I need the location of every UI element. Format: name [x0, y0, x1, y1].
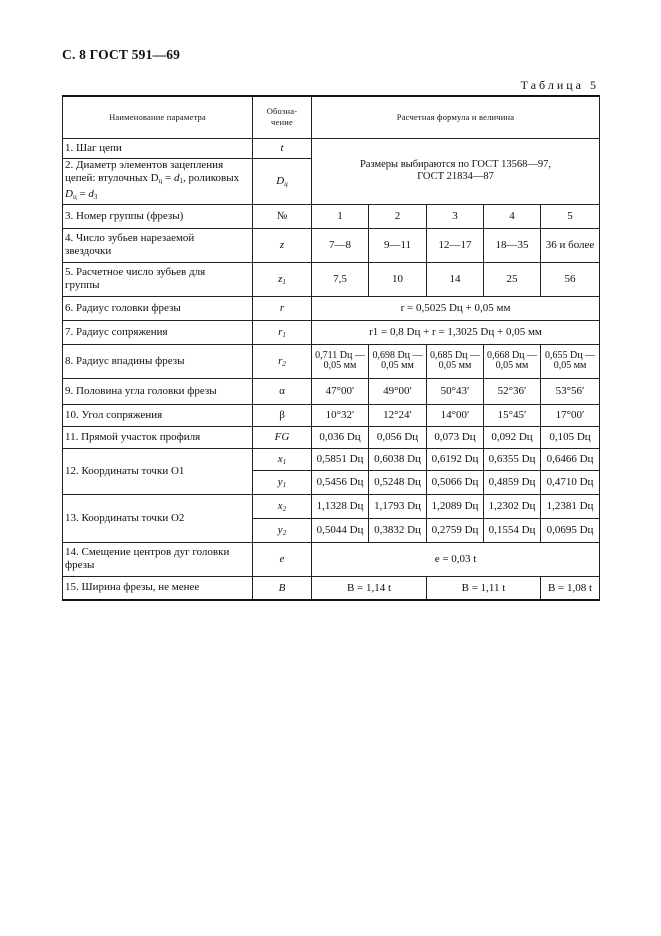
- row-5-value: 10: [369, 262, 427, 296]
- row-9-value: 50°43′: [427, 378, 484, 404]
- row-3-name: 3. Номер группы (фрезы): [63, 204, 253, 228]
- row-12-x-value: 0,6466 Dц: [541, 448, 600, 470]
- row-5-name-line2: группы: [65, 279, 100, 291]
- row-15-value: B = 1,08 t: [541, 576, 600, 600]
- table-row: [63, 138, 600, 158]
- row-2-name: 2. Диаметр элементов зацепления цепей: втулочных $D_ц = d_1$, роликовых $D_ц = d_3$: [63, 158, 253, 204]
- row-12-name: 12. Координаты точки O1: [63, 448, 253, 494]
- row-11-value: 0,105 Dц: [541, 426, 600, 448]
- row-3-value: 5: [541, 204, 600, 228]
- table-row: [63, 378, 600, 404]
- row-6-symbol: r: [253, 296, 312, 320]
- row-4-value: 7—8: [312, 228, 369, 262]
- row-14-name: [63, 542, 253, 576]
- row-14-formula: e = 0,03 t: [312, 542, 600, 576]
- row-13-x-symbol: $x_2$: [253, 494, 312, 518]
- row-5-name: [63, 262, 253, 296]
- row-10-value: 12°24′: [369, 404, 427, 426]
- row-12-y-value: 0,5248 Dц: [369, 470, 427, 494]
- row-9-value: 49°00′: [369, 378, 427, 404]
- row-3-value: 4: [484, 204, 541, 228]
- row-4-value: 36 и более: [541, 228, 600, 262]
- row-12-x-value: 0,6038 Dц: [369, 448, 427, 470]
- row-4-name-line2: звездочки: [65, 245, 112, 257]
- merged-note-line2: ГОСТ 21834—87: [417, 171, 494, 182]
- table-row: [63, 228, 600, 262]
- row-15-name: 15. Ширина фрезы, не менее: [63, 576, 253, 600]
- row-4-symbol: z: [253, 228, 312, 262]
- row-8-value: 0,685 Dц — 0,05 мм: [427, 344, 484, 378]
- page-header: С. 8 ГОСТ 591—69: [62, 47, 181, 62]
- row-3-value: 3: [427, 204, 484, 228]
- header-symbol-line1: Обозна-: [266, 106, 298, 117]
- row-13-x-value: 1,1793 Dц: [369, 494, 427, 518]
- row-12-x-value: 0,6192 Dц: [427, 448, 484, 470]
- table-header-row: [63, 96, 600, 138]
- row-15-value: B = 1,11 t: [427, 576, 541, 600]
- row-8-name: 8. Радиус впадины фрезы: [63, 344, 253, 378]
- row-12-x-symbol: $x_1$: [253, 448, 312, 470]
- row-13-x-value: 1,2302 Dц: [484, 494, 541, 518]
- row-6-name: 6. Радиус головки фрезы: [63, 296, 253, 320]
- row-10-symbol: β: [253, 404, 312, 426]
- row-10-value: 17°00′: [541, 404, 600, 426]
- row-5-value: 25: [484, 262, 541, 296]
- row-12-y-value: 0,4710 Dц: [541, 470, 600, 494]
- row-8-symbol: $r_2$: [253, 344, 312, 378]
- row-7-symbol: $r_1$: [253, 320, 312, 344]
- row-10-value: 15°45′: [484, 404, 541, 426]
- row-14-name-line2: фрезы: [65, 559, 95, 571]
- row-2-name-line2: цепей: втулочных D: [65, 171, 159, 184]
- row-8-value: 0,655 Dц — 0,05 мм: [541, 344, 600, 378]
- row-3-value: 2: [369, 204, 427, 228]
- row-11-symbol: FG: [253, 426, 312, 448]
- table-row: [63, 448, 600, 470]
- table-row: [63, 320, 600, 344]
- row-8-value: 0,668 Dц — 0,05 мм: [484, 344, 541, 378]
- row-6-formula: r = 0,5025 Dц + 0,05 мм: [312, 296, 600, 320]
- row-12-y-value: 0,5456 Dц: [312, 470, 369, 494]
- header-symbol: [253, 96, 312, 138]
- row-3-value: 1: [312, 204, 369, 228]
- row-14-name-line1: 14. Смещение центров дуг головки: [65, 546, 230, 558]
- header-parameter-name: Наименование параметра: [63, 96, 253, 138]
- table-row: [63, 296, 600, 320]
- row-9-symbol: α: [253, 378, 312, 404]
- row-13-y-value: 0,5044 Dц: [312, 518, 369, 542]
- table-caption: Таблица 5: [520, 78, 599, 92]
- row-11-value: 0,092 Dц: [484, 426, 541, 448]
- row-13-y-symbol: $y_2$: [253, 518, 312, 542]
- table-row: [63, 344, 600, 378]
- merged-note-line1: Размеры выбираются по ГОСТ 13568—97,: [359, 159, 552, 170]
- row-7-formula: r1 = 0,8 Dц + r = 1,3025 Dц + 0,05 мм: [312, 320, 600, 344]
- row-10-name: 10. Угол сопряжения: [63, 404, 253, 426]
- row-9-value: 53°56′: [541, 378, 600, 404]
- row-12-y-symbol: $y_1$: [253, 470, 312, 494]
- row-12-x-value: 0,5851 Dц: [312, 448, 369, 470]
- row-4-value: 18—35: [484, 228, 541, 262]
- table-row: [63, 576, 600, 600]
- row-12-y-value: 0,5066 Dц: [427, 470, 484, 494]
- row-2-symbol: $D_ц$: [253, 158, 312, 204]
- row-1-symbol: t: [253, 138, 312, 158]
- row-10-value: 10°32′: [312, 404, 369, 426]
- row-13-x-value: 1,2381 Dц: [541, 494, 600, 518]
- row-4-name: [63, 228, 253, 262]
- row-13-y-value: 0,1554 Dц: [484, 518, 541, 542]
- row-11-value: 0,056 Dц: [369, 426, 427, 448]
- row-8-value: 0,698 Dц — 0,05 мм: [369, 344, 427, 378]
- header-symbol-line2: чение: [271, 117, 293, 128]
- row-11-value: 0,036 Dц: [312, 426, 369, 448]
- row-4-value: 12—17: [427, 228, 484, 262]
- row-2-name-line1: 2. Диаметр элементов зацепления: [65, 158, 224, 171]
- row-13-x-value: 1,2089 Dц: [427, 494, 484, 518]
- row-4-value: 9—11: [369, 228, 427, 262]
- row-5-value: 14: [427, 262, 484, 296]
- row-5-value: 7,5: [312, 262, 369, 296]
- header-formula: Расчетная формула и величина: [312, 96, 600, 138]
- row-8-value: 0,711 Dц — 0,05 мм: [312, 344, 369, 378]
- row-11-name: 11. Прямой участок профиля: [63, 426, 253, 448]
- row-5-symbol: $z_1$: [253, 262, 312, 296]
- row-5-value: 56: [541, 262, 600, 296]
- table-row: [63, 542, 600, 576]
- row-4-name-line1: 4. Число зубьев нарезаемой: [65, 232, 195, 244]
- row-13-name: 13. Координаты точки O2: [63, 494, 253, 542]
- row-15-symbol: B: [253, 576, 312, 600]
- table-row: [63, 404, 600, 426]
- row-13-x-value: 1,1328 Dц: [312, 494, 369, 518]
- row-12-y-value: 0,4859 Dц: [484, 470, 541, 494]
- row-14-symbol: e: [253, 542, 312, 576]
- table-row: [63, 262, 600, 296]
- row-1-name: 1. Шаг цепи: [63, 138, 253, 158]
- row-13-y-value: 0,0695 Dц: [541, 518, 600, 542]
- row-5-name-line1: 5. Расчетное число зубьев для: [65, 266, 206, 278]
- table-row: [63, 204, 600, 228]
- row-12-x-value: 0,6355 Dц: [484, 448, 541, 470]
- row-15-value: B = 1,14 t: [312, 576, 427, 600]
- row-11-value: 0,073 Dц: [427, 426, 484, 448]
- row-9-value: 47°00′: [312, 378, 369, 404]
- row-9-name: 9. Половина угла головки фрезы: [63, 378, 253, 404]
- parameters-table: [62, 95, 600, 601]
- row-2-name-line3: роликовых: [188, 171, 240, 184]
- row-9-value: 52°36′: [484, 378, 541, 404]
- table-row: [63, 494, 600, 518]
- row-13-y-value: 0,2759 Dц: [427, 518, 484, 542]
- row-1-2-merged-note: [312, 138, 600, 204]
- row-7-name: 7. Радиус сопряжения: [63, 320, 253, 344]
- row-13-y-value: 0,3832 Dц: [369, 518, 427, 542]
- table-row: [63, 426, 600, 448]
- row-3-symbol: №: [253, 204, 312, 228]
- row-10-value: 14°00′: [427, 404, 484, 426]
